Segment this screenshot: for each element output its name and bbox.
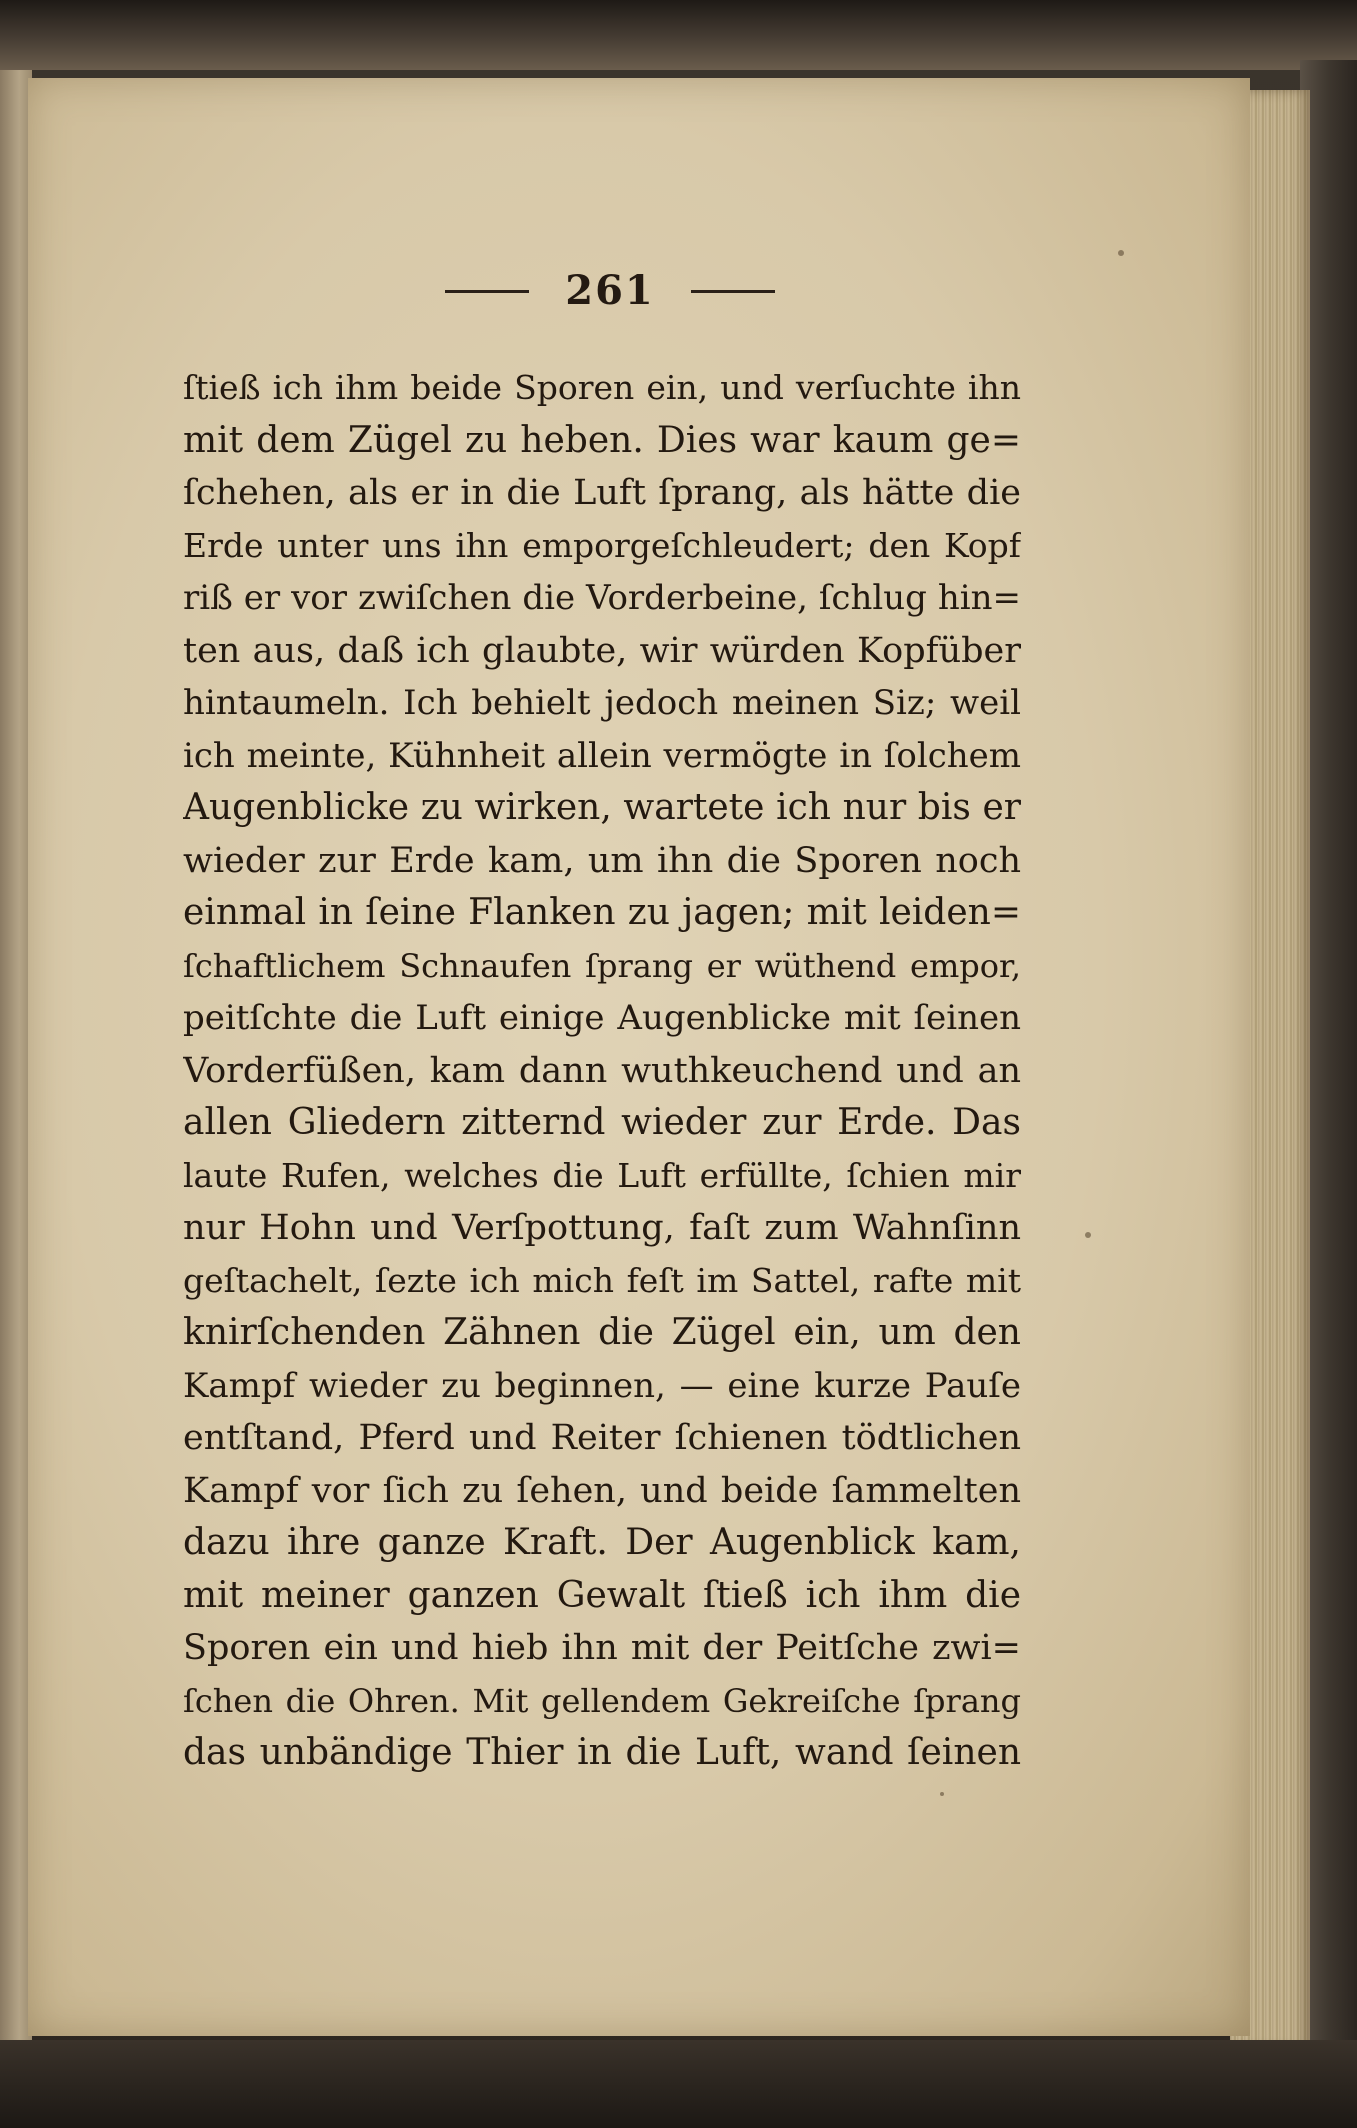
- text-line: Augenblicke zu wirken, wartete ich nur bis er: [183, 787, 1021, 828]
- text-line: Kampf vor ſich zu ſehen, und beide ſammelten: [183, 1470, 1021, 1511]
- text-line: Vorderfüßen, kam dann wuthkeuchend und an: [183, 1050, 1021, 1091]
- text-line: das unbändige Thier in die Luft, wand ſeinen: [183, 1732, 1021, 1773]
- text-line: laute Rufen, welches die Luft erfüllte, ſchien mir: [183, 1155, 1021, 1195]
- text-line: riß er vor zwiſchen die Vorderbeine, ſchlug hin=: [183, 578, 1021, 618]
- text-line: ten aus, daß ich glaubte, wir würden Kopfüber: [183, 630, 1021, 671]
- page-header: [420, 268, 800, 314]
- book-bottom-edge: [0, 2040, 1357, 2128]
- text-line: peitſchte die Luft einige Augenblicke mit ſeinen: [183, 998, 1021, 1038]
- text-line: ſchen die Ohren. Mit gellendem Gekreiſche ſprang: [183, 1681, 1021, 1720]
- text-line: mit dem Zügel zu heben. Dies war kaum ge=: [183, 419, 1021, 461]
- page-number: 261: [565, 267, 655, 314]
- text-line: ſchaftlichem Schnaufen ſprang er wüthend empor,: [183, 946, 1021, 985]
- text-line: mit meiner ganzen Gewalt ſtieß ich ihm die: [183, 1574, 1021, 1616]
- paper-speck: [1118, 250, 1124, 256]
- text-line: geſtachelt, ſezte ich mich feſt im Sattel, rafte mit: [183, 1260, 1021, 1300]
- text-line: Kampf wieder zu beginnen, — eine kurze Pauſe: [183, 1365, 1021, 1406]
- paper-speck: [940, 1792, 944, 1796]
- text-line: wieder zur Erde kam, um ihn die Sporen noch: [183, 840, 1021, 881]
- text-line: entſtand, Pferd und Reiter ſchienen tödtlichen: [183, 1418, 1021, 1458]
- text-line: einmal in ſeine Flanken zu jagen; mit leiden=: [183, 892, 1021, 933]
- paper-speck: [1085, 1232, 1091, 1238]
- text-line: ſchehen, als er in die Luft ſprang, als hätte die: [183, 473, 1021, 513]
- body-text: [183, 362, 1021, 1780]
- text-line: knirſchenden Zähnen die Zügel ein, um den: [183, 1312, 1021, 1353]
- text-line: Sporen ein und hieb ihn mit der Peitſche zwi=: [183, 1628, 1021, 1668]
- text-line: hintaumeln. Ich behielt jedoch meinen Siz; weil: [183, 683, 1021, 723]
- text-line: ſtieß ich ihm beide Sporen ein, und verſuchte ihn: [183, 368, 1021, 407]
- header-rule-left: [445, 290, 529, 293]
- header-rule-right: [691, 290, 775, 293]
- text-line: allen Gliedern zitternd wieder zur Erde. Das: [183, 1102, 1021, 1143]
- text-line: Erde unter uns ihn emporgeſchleudert; den Kopf: [183, 525, 1021, 565]
- text-line: dazu ihre ganze Kraft. Der Augenblick kam,: [183, 1522, 1021, 1563]
- text-line: nur Hohn und Verſpottung, faſt zum Wahnſinn: [183, 1208, 1021, 1248]
- text-line: ich meinte, Kühnheit allein vermögte in ſolchem: [183, 735, 1021, 776]
- book-top-edge: [0, 0, 1357, 70]
